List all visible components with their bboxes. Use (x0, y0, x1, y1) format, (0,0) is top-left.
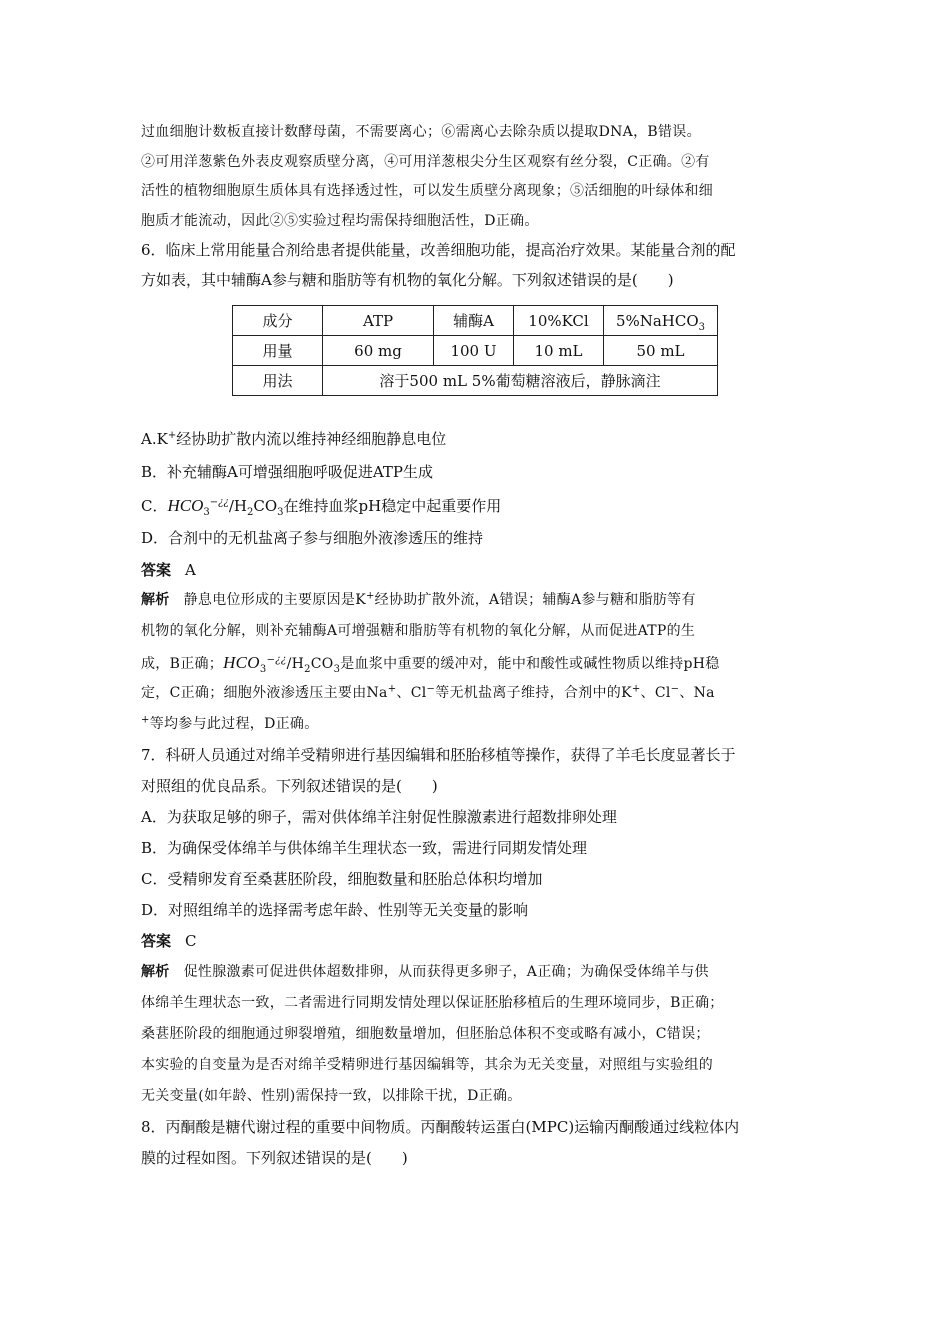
superscript: − (426, 683, 436, 695)
options-q6 (141, 423, 811, 585)
text-span: 、Cl (640, 685, 671, 701)
table-row (233, 336, 718, 366)
text-span: 经协助扩散外流，A错误；辅酶A参与糖和脂肪等有 (374, 592, 696, 608)
superscript: + (365, 590, 375, 602)
text-line: 体绵羊生理状态一致，二者需进行同期发情处理以保证胚胎移植后的生理环境同步，B正确； (141, 995, 724, 1011)
superscript: −¿¿ (266, 654, 287, 666)
table-cell: 60 mg (323, 336, 434, 366)
explanation-q7 (141, 957, 811, 1112)
text-span: 等均参与此过程，D正确。 (149, 716, 319, 732)
table-row (233, 306, 718, 336)
subscript: 3 (259, 663, 267, 675)
cell-text: 5%NaHCO (615, 311, 699, 330)
formula: CO (310, 656, 334, 672)
text-span: 是血浆中重要的缓冲对，能中和酸性或碱性物质以维持pH稳 (340, 656, 720, 672)
question-8 (141, 1112, 811, 1174)
subscript: 3 (203, 507, 210, 518)
superscript: −¿¿ (209, 497, 229, 508)
formula: CO (253, 497, 278, 515)
option-d: D．合剂中的无机盐离子参与细胞外液渗透压的维持 (141, 529, 484, 547)
table-cell: 溶于500 mL 5%葡萄糖溶液后，静脉滴注 (323, 366, 718, 396)
subscript: 3 (277, 507, 284, 518)
text-line (141, 585, 811, 616)
text-line: 过血细胞计数板直接计数酵母菌，不需要离心；⑥需离心去除杂质以提取DNA，B错误。 (141, 124, 701, 140)
option-text: 在维持血浆pH稳定中起重要作用 (283, 497, 502, 515)
text-line (141, 647, 811, 678)
table-cell: 100 U (434, 336, 514, 366)
question-stem: 8．丙酮酸是糖代谢过程的重要中间物质。丙酮酸转运蛋白(MPC)运输丙酮酸通过线粒体内 (141, 1118, 740, 1136)
document-page (141, 118, 811, 1174)
option-d: D．对照组绵羊的选择需考虑年龄、性别等无关变量的影响 (141, 901, 529, 919)
text-line: 活性的植物细胞原生质体具有选择透过性，可以发生质壁分离现象；⑤活细胞的叶绿体和细 (141, 183, 713, 199)
text-line: ②可用洋葱紫色外表皮观察质壁分离，④可用洋葱根尖分生区观察有丝分裂，C正确。②有 (141, 153, 710, 170)
question-6 (141, 236, 811, 295)
formula: /H (228, 497, 248, 515)
table-cell: 10%KCl (514, 306, 604, 336)
answer-label: 答案 (141, 561, 172, 579)
text-span: 、Na (679, 685, 715, 701)
question-stem: 方如表，其中辅酶A参与糖和脂肪等有机物的氧化分解。下列叙述错误的是( ) (141, 270, 674, 289)
explanation-q6 (141, 585, 811, 740)
table-cell: ATP (323, 306, 434, 336)
text-line: 无关变量(如年龄、性别)需保持一致，以排除干扰，D正确。 (141, 1088, 522, 1104)
formula: HCO (167, 496, 204, 515)
text-line: 胞质才能流动，因此②⑤实验过程均需保持细胞活性，D正确。 (141, 212, 539, 229)
table-cell: 辅酶A (434, 306, 514, 336)
superscript: + (631, 683, 641, 695)
superscript: + (387, 683, 397, 695)
text-span: 等无机盐离子维持，合剂中的K (435, 685, 632, 701)
explanation-label: 解析 (141, 592, 170, 608)
formula-table (232, 305, 718, 396)
text-span: 成，B正确； (141, 656, 224, 672)
subscript: 3 (698, 321, 706, 333)
answer-label: 答案 (141, 932, 172, 950)
superscript: − (670, 683, 680, 695)
subscript: 2 (247, 507, 254, 518)
text-span: 静息电位形成的主要原因是K (183, 592, 366, 608)
subscript: 2 (304, 663, 311, 675)
option-text: A.K (141, 430, 168, 448)
superscript: + (167, 430, 177, 441)
option-b: B．为确保受体绵羊与供体绵羊生理状态一致，需进行同期发情处理 (141, 839, 588, 857)
table-cell (604, 306, 718, 336)
option-a (141, 423, 811, 456)
text-line (141, 957, 811, 988)
question-stem: 7．科研人员通过对绵羊受精卵进行基因编辑和胚胎移植等操作，获得了羊毛长度显著长于 (141, 746, 736, 764)
answer-q6 (141, 555, 811, 585)
table-cell: 10 mL (514, 336, 604, 366)
answer-value: A (185, 561, 196, 579)
explanation-q5 (141, 118, 811, 236)
text-line: 桑葚胚阶段的细胞通过卵裂增殖，细胞数量增加，但胚胎总体积不变或略有减小，C错误； (141, 1026, 710, 1042)
superscript: + (141, 714, 150, 726)
formula: /H (286, 656, 305, 672)
table-cell: 成分 (233, 306, 323, 336)
explanation-label: 解析 (141, 964, 170, 980)
table-cell: 用法 (233, 366, 323, 396)
text-line: 本实验的自变量为是否对绵羊受精卵进行基因编辑等，其余为无关变量，对照组与实验组的 (141, 1057, 713, 1073)
question-stem: 6．临床上常用能量合剂给患者提供能量，改善细胞功能，提高治疗效果。某能量合剂的配 (141, 241, 736, 259)
table-cell: 50 mL (604, 336, 718, 366)
text-span: 、Cl (396, 685, 427, 701)
text-span: 促性腺激素可促进供体超数排卵，从而获得更多卵子，A正确；为确保受体绵羊与供 (183, 964, 709, 980)
option-c (141, 489, 811, 522)
option-text: 经协助扩散内流以维持神经细胞静息电位 (176, 430, 447, 448)
formula: HCO (223, 653, 260, 672)
text-line (141, 709, 811, 740)
option-label: C． (141, 497, 168, 515)
option-b: B．补充辅酶A可增强细胞呼吸促进ATP生成 (141, 463, 433, 481)
question-stem: 对照组的优良品系。下列叙述错误的是( ) (141, 777, 438, 795)
text-line (141, 678, 811, 709)
answer-value: C (185, 932, 197, 950)
option-c: C．受精卵发育至桑葚胚阶段，细胞数量和胚胎总体积均增加 (141, 870, 543, 888)
option-a: A．为获取足够的卵子，需对供体绵羊注射促性腺激素进行超数排卵处理 (141, 808, 617, 826)
table-cell: 用量 (233, 336, 323, 366)
subscript: 3 (333, 663, 341, 675)
text-line: 机物的氧化分解，则补充辅酶A可增强糖和脂肪等有机物的氧化分解，从而促进ATP的生 (141, 623, 696, 639)
table-row (233, 366, 718, 396)
question-7 (141, 740, 811, 957)
answer-q7 (141, 926, 811, 957)
text-span: 定，C正确；细胞外液渗透压主要由Na (141, 685, 388, 701)
question-stem: 膜的过程如图。下列叙述错误的是( ) (141, 1149, 408, 1167)
